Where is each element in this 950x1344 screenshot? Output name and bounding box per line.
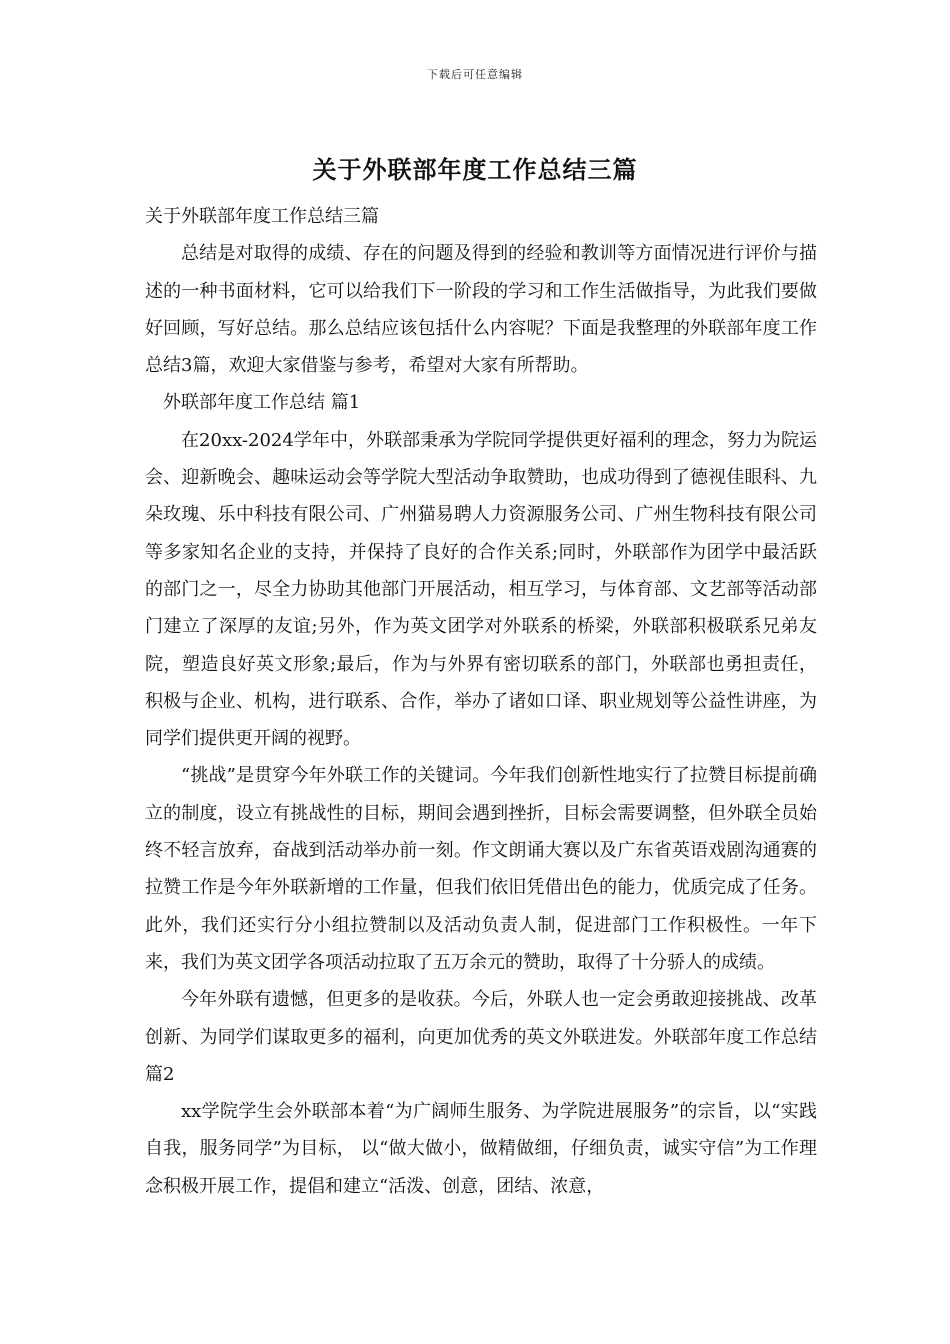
body-paragraph: 今年外联有遗憾，但更多的是收获。今后，外联人也一定会勇敢迎接挑战、改革创新、为同学们谋取更多的福利，向更加优秀的英文外联进发。外联部年度工作总结 篇2	[145, 989, 817, 1085]
subtitle-line: 关于外联部年度工作总结三篇	[145, 206, 379, 227]
page-title: 关于外联部年度工作总结三篇	[312, 155, 638, 184]
intro-paragraph: 总结是对取得的成绩、存在的问题及得到的经验和教训等方面情况进行评价与描述的一种书面材料，它可以给我们下一阶段的学习和工作生活做指导，为此我们要做好回顾，写好总结。那么总结应该包括什么内容呢？下面是我整理的外联部年度工作总结3篇，欢迎大家借鉴与参考，希望对大家有所帮助。	[145, 243, 817, 377]
header-note: 下载后可任意编辑	[427, 68, 523, 81]
body-paragraph: xx学院学生会外联部本着“为广阔师生服务、为学院进展服务”的宗旨，以“实践自我，服务同学”为目标， 以“做大做小，做精做细，仔细负责，诚实守信”为工作理念积极开展工作，提倡和建立“活泼、创意，团结、浓意，	[145, 1101, 817, 1197]
document-body	[145, 198, 817, 1205]
body-paragraph: 在20xx-2024学年中，外联部秉承为学院同学提供更好福利的理念，努力为院运会、迎新晚会、趣味运动会等学院大型活动争取赞助，也成功得到了德视佳眼科、九朵玫瑰、乐中科技有限公司、广州猫易聘人力资源服务公司、广州生物科技有限公司等多家知名企业的支持，并保持了良好的合作关系;同时，外联部作为团学中最活跃的部门之一，尽全力协助其他部门开展活动，相互学习，与体育部、文艺部等活动部门建立了深厚的友谊;另外，作为英文团学对外联系的桥梁，外联部积极联系兄弟友院，塑造良好英文形象;最后，作为与外界有密切联系的部门，外联部也勇担责任，积极与企业、机构，进行联系、合作，举办了诸如口译、职业规划等公益性讲座，为同学们提供更开阔的视野。	[145, 429, 817, 750]
body-paragraph: “挑战”是贯穿今年外联工作的关键词。今年我们创新性地实行了拉赞目标提前确立的制度，设立有挑战性的目标，期间会遇到挫折，目标会需要调整，但外联全员始终不轻言放弃，奋战到活动举办前一刻。作文朗诵大赛以及广东省英语戏剧沟通赛的拉赞工作是今年外联新增的工作量，但我们依旧凭借出色的能力，优质完成了任务。此外，我们还实行分小组拉赞制以及活动负责人制，促进部门工作积极性。一年下来，我们为英文团学各项活动拉取了五万余元的赞助，取得了十分骄人的成绩。	[145, 765, 817, 973]
section-heading-1: 外联部年度工作总结 篇1	[163, 392, 361, 414]
